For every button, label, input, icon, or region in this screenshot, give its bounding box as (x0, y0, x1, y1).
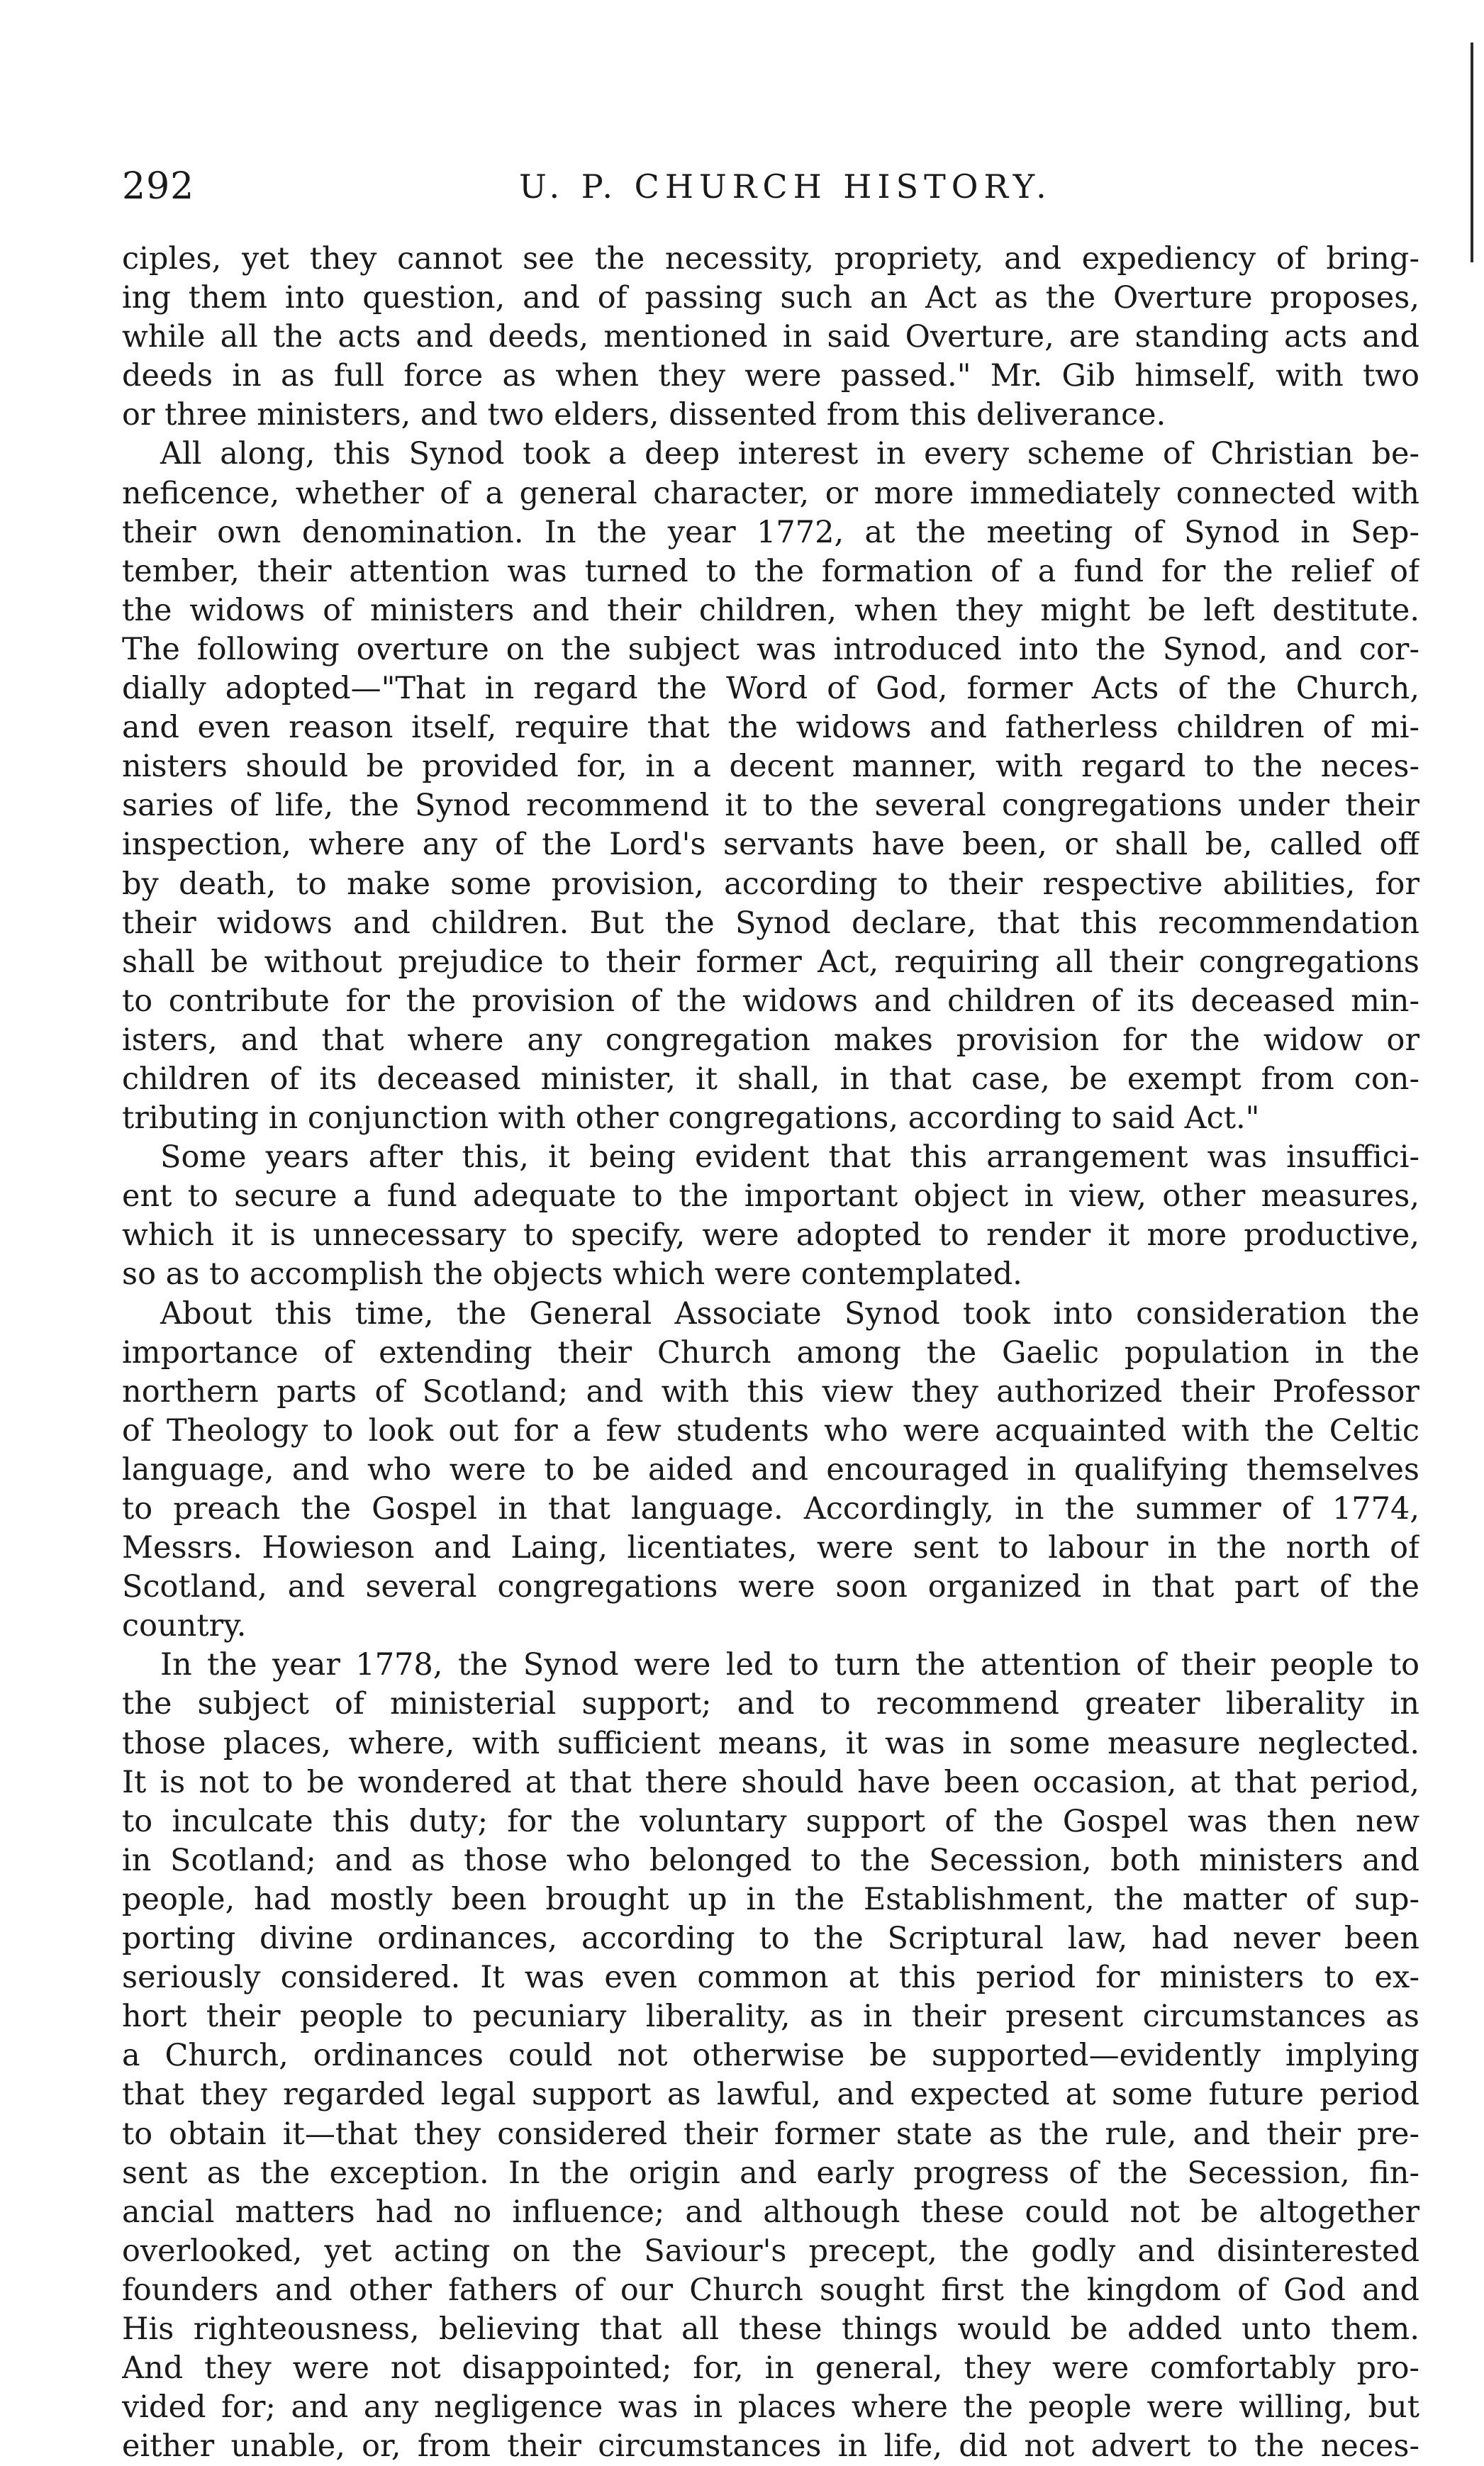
text-line: to inculcate this duty; for the voluntary support of the Gospel was then new (122, 1803, 1419, 1839)
running-head (122, 155, 1427, 218)
text-line: either unable, or, from their circumstances in life, did not advert to the neces- (122, 2428, 1419, 2465)
text-line: which it is unnecessary to specify, were adopted to render it more productive, (122, 1217, 1419, 1254)
paragraph-first-line: Some years after this, it being evident that this arrangement was insuffici- (160, 1139, 1419, 1176)
text-line: or three ministers, and two elders, dissented from this deliverance. (122, 397, 1166, 433)
text-line: dially adopted—"That in regard the Word of God, former Acts of the Church, (122, 671, 1419, 707)
text-line: shall be without prejudice to their former Act, requiring all their congregations (122, 944, 1419, 980)
text-line: to obtain it—that they considered their former state as the rule, and their pre- (122, 2116, 1419, 2152)
text-line: northern parts of Scotland; and with this view they authorized their Professor (122, 1373, 1419, 1410)
text-line: hort their people to pecuniary liberality, as in their present circumstances as (122, 1999, 1419, 2035)
text-line: sent as the exception. In the origin and early progress of the Secession, fin- (122, 2155, 1419, 2191)
text-line: those places, where, with sufficient means, it was in some measure neglected. (122, 1725, 1419, 1761)
text-line: It is not to be wondered at that there should have been occasion, at that period, (122, 1764, 1419, 1800)
text-line: while all the acts and deeds, mentioned in said Overture, are standing acts and (122, 319, 1419, 355)
text-line: inspection, where any of the Lord's servants have been, or shall be, called off (122, 827, 1419, 863)
text-line: that they regarded legal support as lawful, and expected at some future period (122, 2077, 1419, 2113)
text-line: the subject of ministerial support; and to recommend greater liberality in (122, 1686, 1419, 1722)
text-line: seriously considered. It was even common at this period for ministers to ex- (122, 1960, 1419, 1996)
text-line: ent to secure a fund adequate to the important object in view, other measures, (122, 1178, 1419, 1215)
text-line: saries of life, the Synod recommend it to the several congregations under their (122, 788, 1419, 824)
text-line: ciples, yet they cannot see the necessity, propriety, and expediency of bring- (122, 241, 1419, 277)
paragraph-first-line: About this time, the General Associate Synod took into consideration the (160, 1295, 1419, 1332)
body-text (122, 240, 1419, 2465)
text-line: nisters should be provided for, in a decent manner, with regard to the neces- (122, 749, 1419, 785)
text-line: deeds in as full force as when they were passed." Mr. Gib himself, with two (122, 358, 1419, 394)
text-line: founders and other fathers of our Church sought first the kingdom of God and (122, 2272, 1419, 2308)
text-line: tributing in conjunction with other congregations, according to said Act." (122, 1100, 1260, 1137)
text-line: their own denomination. In the year 1772, at the meeting of Synod in Sep- (122, 514, 1419, 550)
text-line: ancial matters had no influence; and although these could not be altogether (122, 2194, 1419, 2230)
text-line: Messrs. Howieson and Laing, licentiates, were sent to labour in the north of (122, 1530, 1419, 1566)
page-number: 292 (122, 165, 195, 208)
text-line: And they were not disappointed; for, in general, they were comfortably pro- (122, 2350, 1419, 2387)
text-line: of Theology to look out for a few students who were acquainted with the Celtic (122, 1412, 1419, 1449)
text-line: to contribute for the provision of the widows and children of its deceased min- (122, 983, 1419, 1019)
paragraph-first-line: In the year 1778, the Synod were led to turn the attention of their people to (160, 1647, 1419, 1683)
text-line: their widows and children. But the Synod declare, that this recommendation (122, 905, 1419, 941)
text-line: a Church, ordinances could not otherwise be supported—evidently implying (122, 2038, 1419, 2074)
text-line: and even reason itself, require that the widows and fatherless children of mi- (122, 710, 1419, 746)
running-title: U. P. CHURCH HISTORY. (519, 167, 1052, 206)
text-line: country. (122, 1608, 247, 1644)
text-line: children of its deceased minister, it shall, in that case, be exempt from con- (122, 1061, 1419, 1097)
text-line: porting divine ordinances, according to the Scriptural law, had never been (122, 1921, 1419, 1957)
text-line: isters, and that where any congregation makes provision for the widow or (122, 1022, 1419, 1058)
text-line: The following overture on the subject was introduced into the Synod, and cor- (122, 631, 1419, 667)
text-line: the widows of ministers and their children, when they might be left destitute. (122, 592, 1419, 628)
text-line: language, and who were to be aided and encouraged in qualifying themselves (122, 1451, 1419, 1488)
text-line: so as to accomplish the objects which were contemplated. (122, 1256, 1022, 1293)
text-line: overlooked, yet acting on the Saviour's precept, the godly and disinterested (122, 2233, 1419, 2269)
text-line: importance of extending their Church among the Gaelic population in the (122, 1334, 1419, 1371)
text-line: ing them into question, and of passing such an Act as the Overture proposes, (122, 280, 1419, 316)
text-line: by death, to make some provision, according to their respective abilities, for (122, 866, 1419, 902)
text-line: vided for; and any negligence was in places where the people were willing, but (122, 2389, 1419, 2426)
text-line: to preach the Gospel in that language. Accordingly, in the summer of 1774, (122, 1491, 1419, 1527)
text-line: tember, their attention was turned to the formation of a fund for the relief of (122, 553, 1419, 589)
text-line: Scotland, and several congregations were soon organized in that part of the (122, 1569, 1419, 1605)
text-line: neficence, whether of a general character, or more immediately connected with (122, 475, 1419, 511)
page-edge-rule (1471, 43, 1473, 262)
paragraph-first-line: All along, this Synod took a deep interest in every scheme of Christian be- (160, 436, 1419, 472)
text-line: His righteousness, believing that all these things would be added unto them. (122, 2311, 1419, 2347)
text-line: in Scotland; and as those who belonged to the Secession, both ministers and (122, 1842, 1419, 1878)
text-line: people, had mostly been brought up in the Establishment, the matter of sup- (122, 1881, 1419, 1917)
